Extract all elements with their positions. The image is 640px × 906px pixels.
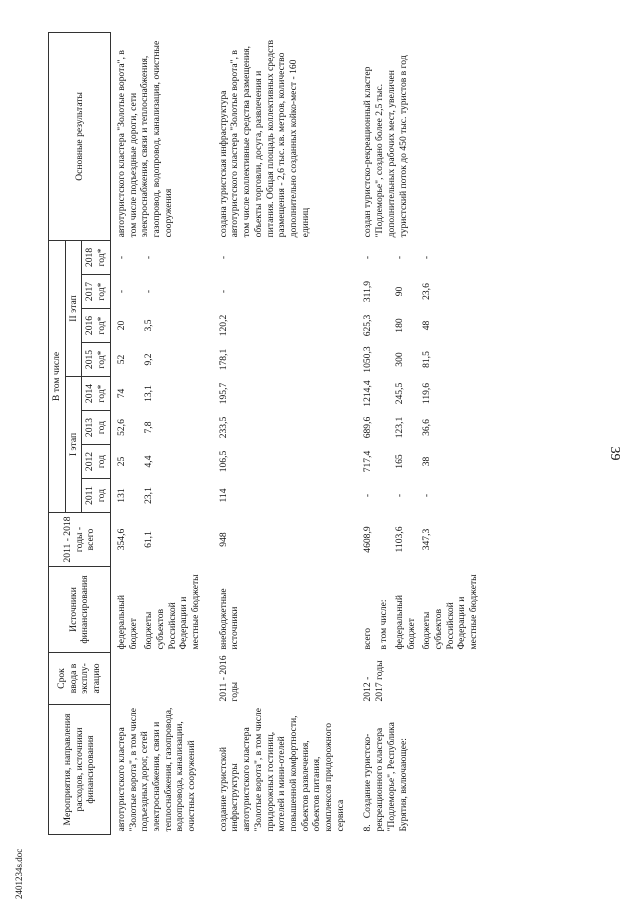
table-row — [204, 32, 349, 834]
year-value-cell: 178,1 — [217, 348, 229, 371]
measure-cell — [204, 705, 349, 835]
year-value-cell: - — [362, 255, 374, 260]
year-value-cell: - — [421, 493, 433, 498]
total-cell: 347,3 — [421, 528, 433, 551]
year-value-cell: - — [115, 289, 127, 294]
measure-cell — [348, 705, 481, 835]
header-stage2: II этап — [65, 240, 82, 376]
term-cell: 2011 - 2016 годы — [217, 655, 241, 702]
term-cell: 2012 - 2017 годы — [362, 660, 386, 702]
header-incl: В том числе — [49, 240, 66, 512]
total-cell — [376, 513, 392, 567]
year-value-cell: - — [143, 289, 155, 294]
year-value-cell: - — [421, 255, 433, 260]
year-value-cell: 717,4 — [362, 450, 374, 473]
header-sources: Источники финансирования — [49, 567, 111, 653]
source-cell: бюджеты субъектов Российской Федерации и местные бюджеты — [421, 574, 480, 650]
year-value-cell: 114 — [217, 488, 229, 503]
year-value-cell: 20 — [115, 320, 127, 331]
year-value-cell: 106,5 — [217, 450, 229, 473]
year-value-cell: - — [393, 255, 405, 260]
header-measure: Мероприятия, направления расходов, источники финансирования — [49, 705, 111, 835]
year-value-cell: 4,4 — [143, 455, 155, 468]
header-year: 2011 год — [82, 479, 110, 513]
total-cell: 354,6 — [115, 528, 127, 551]
year-value-cell: - — [143, 255, 155, 260]
year-value-cell: 119,6 — [421, 382, 433, 405]
table-row — [348, 32, 376, 834]
year-value-cell: 81,5 — [421, 351, 433, 368]
year-value-cell: 123,1 — [393, 416, 405, 439]
year-value-cell: 90 — [393, 286, 405, 297]
year-value-cell — [376, 377, 392, 411]
year-value-cell: 7,8 — [143, 421, 155, 434]
source-cell: внебюджетные источники — [217, 588, 241, 650]
measure-cell — [110, 705, 203, 835]
year-value-cell: - — [393, 493, 405, 498]
year-value-cell: 23,6 — [421, 283, 433, 300]
total-cell: 948 — [217, 532, 229, 547]
table-row — [110, 32, 141, 834]
year-value-cell: 48 — [421, 320, 433, 331]
total-cell: 61,1 — [143, 531, 155, 548]
header-year: 2012 год — [82, 445, 110, 479]
year-value-cell: 180 — [393, 318, 405, 333]
year-value-cell — [376, 275, 392, 309]
year-value-cell — [376, 240, 392, 274]
row-number: 8. — [362, 824, 374, 832]
source-cell: федеральный бюджет — [393, 594, 417, 650]
program-table — [48, 32, 482, 835]
year-value-cell: 689,6 — [362, 416, 374, 439]
year-value-cell — [376, 309, 392, 343]
page-number: 39 — [607, 446, 622, 461]
year-value-cell: 311,9 — [362, 280, 374, 303]
year-value-cell: 23,1 — [143, 487, 155, 504]
source-cell: федеральный бюджет — [115, 594, 139, 650]
header-year: 2015 год* — [82, 343, 110, 377]
header-stage1: I этап — [65, 377, 82, 513]
year-value-cell: 74 — [115, 388, 127, 399]
year-value-cell — [376, 479, 392, 513]
year-value-cell: 165 — [393, 454, 405, 469]
year-value-cell: - — [362, 493, 374, 498]
header-year: 2014 год* — [82, 377, 110, 411]
term-cell — [110, 653, 203, 705]
result-cell: создан туристско-рекреационный кластер "Подлеморье", создано более 2,5 тыс. дополнительных рабочих мест, увеличен туристский поток до 450 тыс. туристов в год — [362, 55, 409, 238]
year-value-cell: 120,2 — [217, 314, 229, 337]
year-value-cell: - — [217, 255, 229, 260]
year-value-cell: 38 — [421, 456, 433, 467]
year-value-cell: 52,6 — [115, 419, 127, 436]
year-value-cell: 131 — [115, 488, 127, 503]
header-year: 2018 год* — [82, 240, 110, 274]
year-value-cell: 1050,3 — [362, 346, 374, 373]
measure-text: Создание туристско-рекреационного кластера "Подлеморье", Республика Бурятия, включающее: — [362, 722, 409, 832]
source-cell: в том числе: — [378, 599, 390, 650]
year-value-cell: 195,7 — [217, 382, 229, 405]
header-year: 2016 год* — [82, 309, 110, 343]
year-value-cell: 3,5 — [143, 319, 155, 332]
file-code: 2401234s.doc — [14, 848, 24, 899]
total-cell: 1103,6 — [393, 526, 405, 553]
year-value-cell: 25 — [115, 456, 127, 467]
measure-text: создание туристской инфраструктуры автотуристского кластера "Золотые ворота", в том числе придорожных гостиниц, мотелей и мини-отелей повышенной комфортности, объектов развлечения, объектов питания, комплексов придорожного сервиса — [217, 708, 346, 832]
year-value-cell: 233,5 — [217, 416, 229, 439]
year-value-cell: 245,5 — [393, 382, 405, 405]
measure-text: автотуристского кластера "Золотые ворота", в том числе подъездных дорог, сетей электроснабжения, связи и теплоснабжения, газопровода, водопровода, канализации, очистных сооружений — [115, 707, 198, 832]
year-value-cell: - — [115, 255, 127, 260]
year-value-cell: 625,3 — [362, 314, 374, 337]
year-value-cell: 9,2 — [143, 353, 155, 366]
year-value-cell — [376, 411, 392, 445]
total-cell: 4608,9 — [362, 526, 374, 553]
year-value-cell — [376, 445, 392, 479]
year-value-cell: 52 — [115, 354, 127, 365]
header-term: Срок ввода в эксплу-атацию — [49, 653, 111, 705]
year-value-cell: 13,1 — [143, 385, 155, 402]
year-value-cell: 1214,4 — [362, 380, 374, 407]
header-total: 2011 - 2018 годы - всего — [49, 513, 111, 567]
year-value-cell: 36,6 — [421, 419, 433, 436]
source-cell: всего — [362, 627, 374, 650]
header-results: Основные результаты — [49, 32, 111, 240]
source-cell: бюджеты субъектов Российской Федерации и местные бюджеты — [143, 574, 202, 650]
year-value-cell: - — [217, 289, 229, 294]
header-year: 2013 год — [82, 411, 110, 445]
header-year: 2017 год* — [82, 275, 110, 309]
result-cell: создана туристская инфраструктура автотуристского кластера "Золотые ворота", в том числе коллективные средства размещения, объекты торговли, досуга, развлечения и питания. Общая площадь коллективных средств размещения - 2,6 тыс. кв. метров, количество дополнительно созданных койко-мест - 160 единиц — [217, 39, 311, 238]
year-value-cell — [376, 343, 392, 377]
year-value-cell: 300 — [393, 352, 405, 367]
result-cell: автотуристского кластера "Золотые ворота", в том числе подъездные дороги, сети электроснабжения, связи и теплоснабжения, газопровод, водопровод, канализация, очистные сооружения — [115, 40, 174, 238]
